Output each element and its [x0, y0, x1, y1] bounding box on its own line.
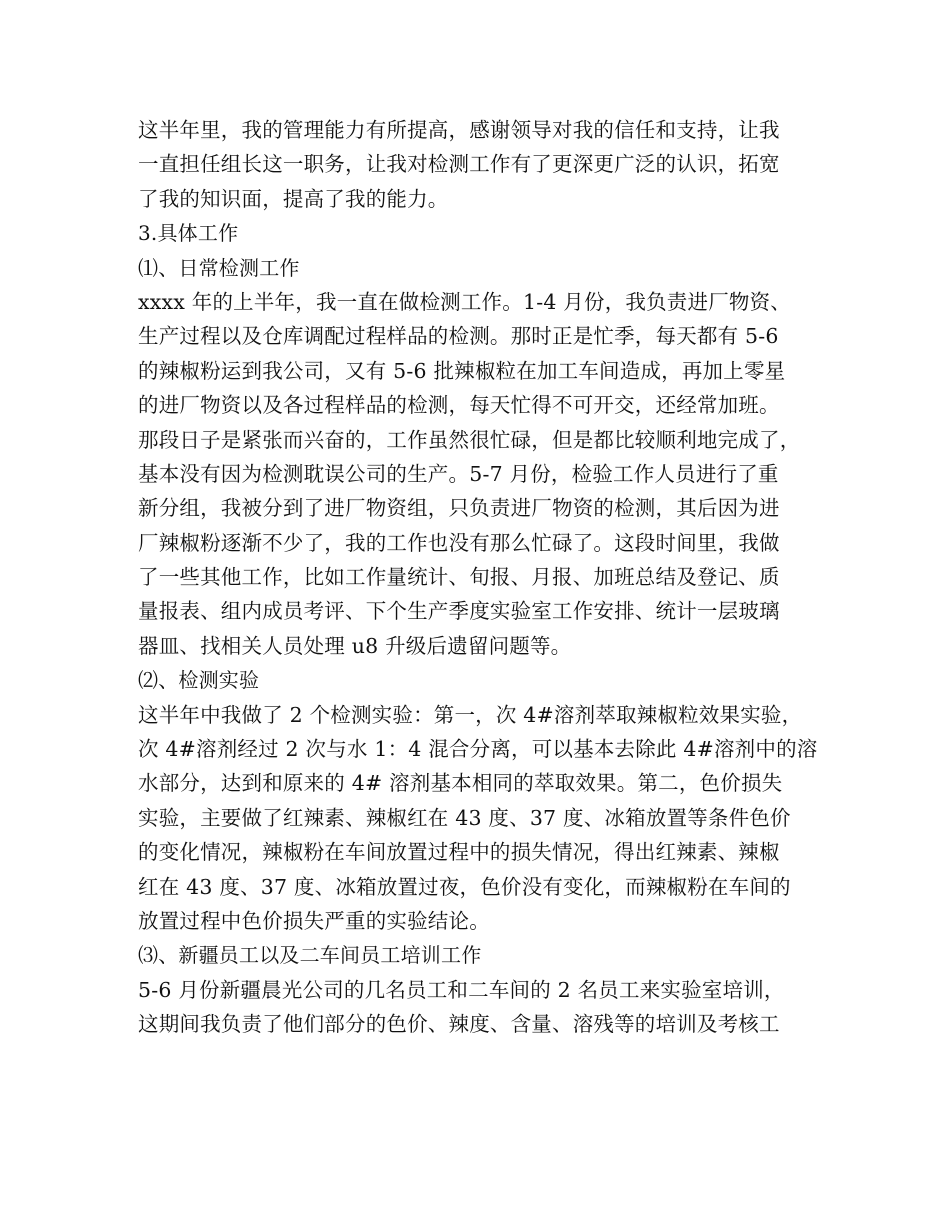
paragraph-line: xxxx 年的上半年，我一直在做检测工作。1-4 月份，我负责进厂物资、: [138, 289, 791, 314]
paragraph-line: 了我的知识面，提高了我的能力。: [138, 186, 449, 211]
paragraph-line: 新分组，我被分到了进厂物资组，只负责进厂物资的检测，其后因为进: [138, 496, 780, 521]
paragraph-line: 次 4#溶剂经过 2 次与水 1：4 混合分离，可以基本去除此 4#溶剂中的溶: [138, 737, 818, 762]
paragraph-line: 这半年里，我的管理能力有所提高，感谢领导对我的信任和支持，让我: [138, 118, 780, 142]
subsection-heading: ⑶、新疆员工以及二车间员工培训工作: [138, 943, 482, 968]
paragraph-line: 生产过程以及仓库调配过程样品的检测。那时正是忙季，每天都有 5-6: [138, 324, 779, 349]
section-heading: 3.具体工作: [138, 221, 239, 246]
paragraph-line: 厂辣椒粉逐渐不少了，我的工作也没有那么忙碌了。这段时间里，我做: [138, 530, 780, 555]
paragraph-line: 那段日子是紧张而兴奋的，工作虽然很忙碌，但是都比较顺利地完成了，: [138, 427, 801, 452]
paragraph-line: 5-6 月份新疆晨光公司的几名员工和二车间的 2 名员工来实验室培训，: [138, 977, 785, 1002]
paragraph-line: 这半年中我做了 2 个检测实验：第一，次 4#溶剂萃取辣椒粒效果实验，: [138, 702, 803, 727]
subsection-heading: ⑴、日常检测工作: [138, 255, 300, 280]
paragraph-line: 基本没有因为检测耽误公司的生产。5-7 月份，检验工作人员进行了重: [138, 461, 779, 486]
paragraph-line: 器皿、找相关人员处理 u8 升级后遗留问题等。: [138, 633, 572, 658]
paragraph-line: 的变化情况，辣椒粉在车间放置过程中的损失情况，得出红辣素、辣椒: [138, 840, 780, 865]
paragraph-line: 水部分，达到和原来的 4# 溶剂基本相同的萃取效果。第二，色价损失: [138, 771, 783, 796]
paragraph-line: 量报表、组内成员考评、下个生产季度实验室工作安排、统计一层玻璃: [138, 599, 780, 624]
paragraph-line: 放置过程中色价损失严重的实验结论。: [138, 908, 490, 933]
paragraph-line: 了一些其他工作，比如工作量统计、旬报、月报、加班总结及登记、质: [138, 565, 780, 590]
paragraph-line: 这期间我负责了他们部分的色价、辣度、含量、溶残等的培训及考核工: [138, 1012, 780, 1037]
paragraph-line: 一直担任组长这一职务，让我对检测工作有了更深更广泛的认识，拓宽: [138, 152, 780, 177]
subsection-heading: ⑵、检测实验: [138, 668, 260, 693]
paragraph-line: 的辣椒粉运到我公司，又有 5-6 批辣椒粒在加工车间造成，再加上零星: [138, 358, 786, 383]
document-body: [138, 113, 823, 1042]
paragraph-line: 红在 43 度、37 度、冰箱放置过夜，色价没有变化，而辣椒粉在车间的: [138, 874, 791, 899]
paragraph-line: 实验，主要做了红辣素、辣椒红在 43 度、37 度、冰箱放置等条件色价: [138, 805, 791, 830]
paragraph-line: 的进厂物资以及各过程样品的检测，每天忙得不可开交，还经常加班。: [138, 393, 780, 418]
